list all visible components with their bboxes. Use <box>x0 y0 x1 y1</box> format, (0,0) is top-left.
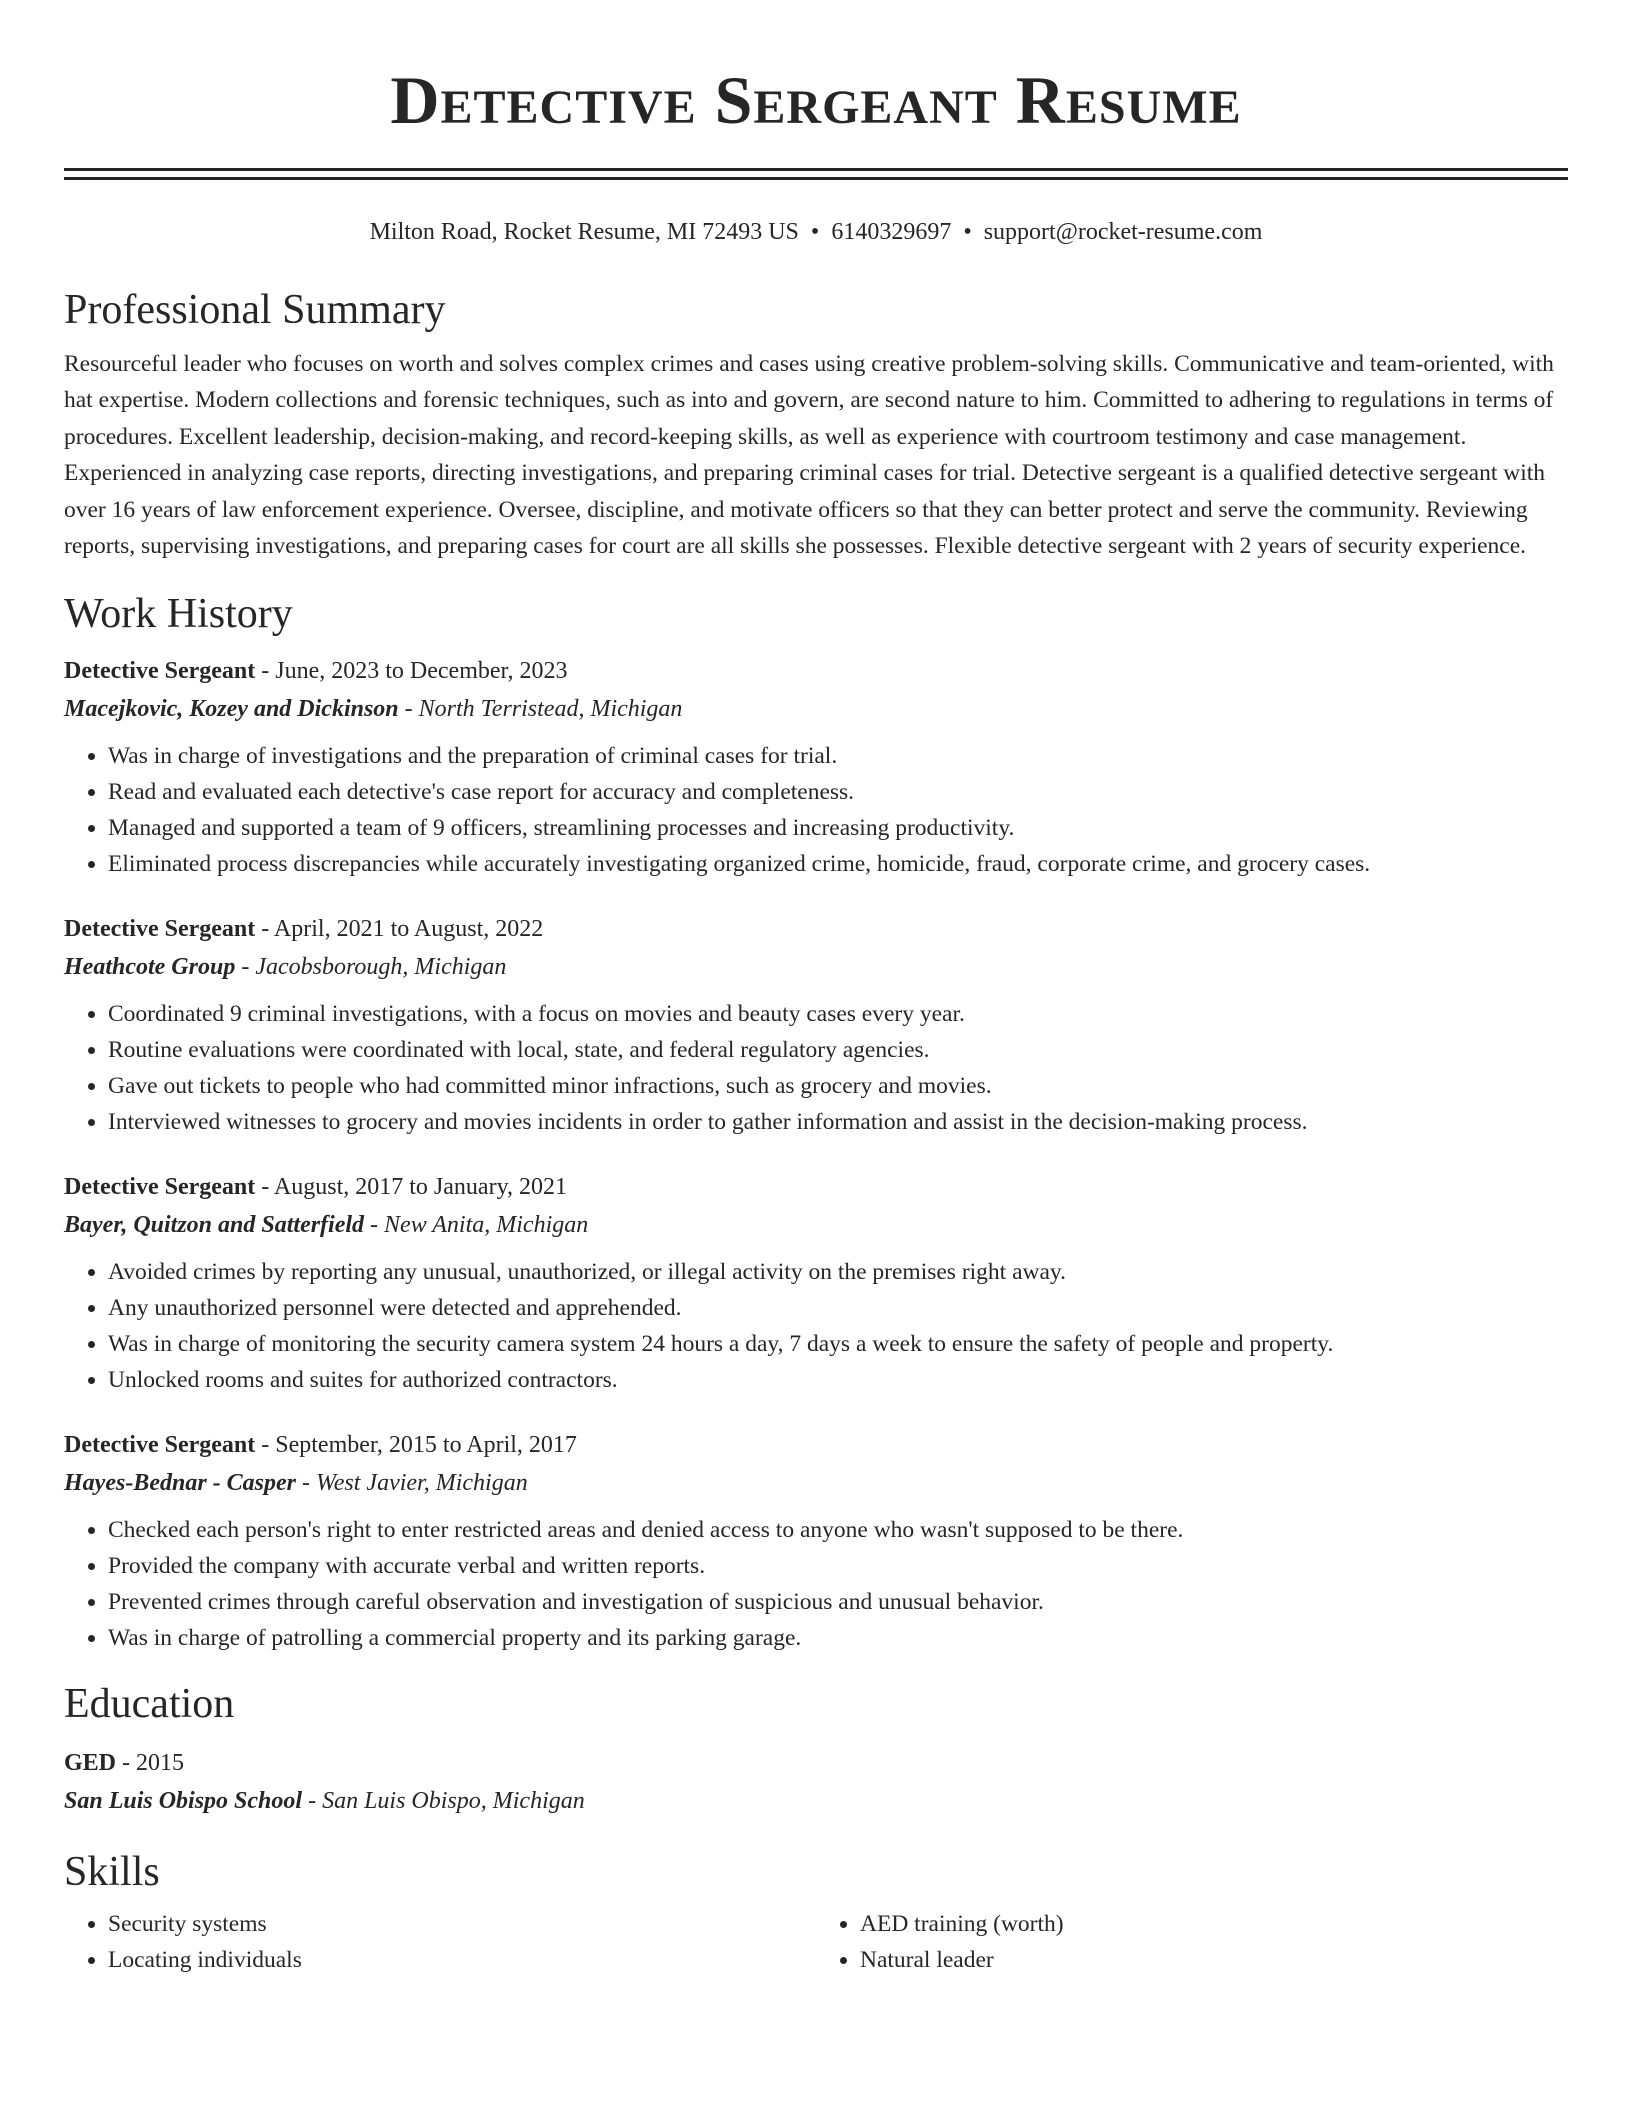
job-entry <box>64 1426 1568 1656</box>
skill-item: • Locating individuals <box>108 1942 816 1978</box>
skills-section <box>64 1846 1568 1978</box>
job-bullets <box>64 1254 1568 1398</box>
summary-heading: Professional Summary <box>64 287 446 333</box>
skill-item: • AED training (worth) <box>860 1906 1568 1942</box>
education-entry <box>64 1744 1568 1820</box>
job-title: Detective Sergeant <box>64 658 256 685</box>
title-divider <box>64 168 1568 180</box>
divider-line-bottom <box>64 177 1568 180</box>
job-bullet: • Prevented crimes through careful observation and investigation of suspicious and unusual behavior. <box>108 1584 1568 1620</box>
job-bullet: • Was in charge of patrolling a commercial property and its parking garage. <box>108 1620 1568 1656</box>
job-dates: - September, 2015 to April, 2017 <box>255 1432 577 1459</box>
contact-separator: • <box>963 219 972 245</box>
contact-separator: • <box>810 219 820 245</box>
education-section <box>64 1678 1568 1820</box>
contact-address: Milton Road, Rocket Resume, MI 72493 US <box>369 219 799 245</box>
work-history-section <box>64 588 1568 1656</box>
job-bullet: • Was in charge of investigations and the preparation of criminal cases for trial. <box>108 738 1568 774</box>
job-company: Bayer, Quitzon and Satterfield <box>64 1212 365 1239</box>
job-title-line <box>64 1426 1568 1464</box>
education-heading: Education <box>64 1681 235 1728</box>
school-name: San Luis Obispo School <box>64 1788 303 1815</box>
job-company-line <box>64 690 1568 728</box>
job-bullet: • Provided the company with accurate verbal and written reports. <box>108 1548 1568 1584</box>
job-title: Detective Sergeant <box>64 1432 256 1459</box>
job-title-line <box>64 910 1568 948</box>
job-bullet: • Routine evaluations were coordinated with local, state, and federal regulatory agencies. <box>108 1032 1568 1068</box>
job-location: - West Javier, Michigan <box>295 1470 528 1497</box>
job-title-line <box>64 1168 1568 1206</box>
job-bullet: • Gave out tickets to people who had committed minor infractions, such as grocery and movies. <box>108 1068 1568 1104</box>
summary-text: Resourceful leader who focuses on worth and solves complex crimes and cases using creative problem-solving skills. Communicative and team-oriented, with hat expertise. Modern collections and forensic techniques, such as into and govern, are second nature to him. Committed to adhering to regulations in terms of procedures. Excellent leadership, decision-making, and record-keeping skills, as well as experience with courtroom testimony and case management. Experienced in analyzing case reports, directing investigations, and preparing criminal cases for trial. Detective sergeant is a qualified detective sergeant with over 16 years of law enforcement experience. Oversee, discipline, and motivate officers so that they can better protect and serve the community. Reviewing reports, supervising investigations, and preparing cases for court are all skills she possesses. Flexible detective sergeant with 2 years of security experience. <box>64 351 1554 560</box>
job-bullet: • Avoided crimes by reporting any unusual, unauthorized, or illegal activity on the premises right away. <box>108 1254 1568 1290</box>
job-location: - Jacobsborough, Michigan <box>235 954 507 981</box>
work-history-heading: Work History <box>64 591 293 638</box>
job-bullet: • Any unauthorized personnel were detected and apprehended. <box>108 1290 1568 1326</box>
job-entry <box>64 1168 1568 1398</box>
job-bullet: • Unlocked rooms and suites for authorized contractors. <box>108 1362 1568 1398</box>
skills-heading: Skills <box>64 1849 160 1896</box>
job-bullets <box>64 1512 1568 1656</box>
resume-title: Detective Sergeant Resume <box>390 62 1242 138</box>
job-dates: - June, 2023 to December, 2023 <box>255 658 568 685</box>
job-bullets <box>64 996 1568 1140</box>
summary-section <box>64 284 1568 564</box>
job-company: Heathcote Group <box>64 954 236 981</box>
contact-email: support@rocket-resume.com <box>983 219 1263 245</box>
job-bullet: • Eliminated process discrepancies while accurately investigating organized crime, homicide, fraud, corporate crime, and grocery cases. <box>108 846 1568 882</box>
job-location: - North Terristead, Michigan <box>398 696 683 723</box>
contact-phone: 6140329697 <box>831 219 952 245</box>
school-location: - San Luis Obispo, Michigan <box>302 1788 585 1815</box>
job-bullet: • Interviewed witnesses to grocery and movies incidents in order to gather information and assist in the decision-making process. <box>108 1104 1568 1140</box>
job-location: - New Anita, Michigan <box>364 1212 589 1239</box>
contact-line <box>64 216 1568 248</box>
school-line <box>64 1782 1568 1820</box>
skills-right-column <box>816 1906 1568 1978</box>
job-title: Detective Sergeant <box>64 1174 256 1201</box>
job-company-line <box>64 948 1568 986</box>
job-title-line <box>64 652 1568 690</box>
job-bullet: • Read and evaluated each detective's case report for accuracy and completeness. <box>108 774 1568 810</box>
degree-line <box>64 1744 1568 1782</box>
job-company: Macejkovic, Kozey and Dickinson <box>64 696 399 723</box>
job-bullet: • Was in charge of monitoring the security camera system 24 hours a day, 7 days a week to ensure the safety of people and property. <box>108 1326 1568 1362</box>
job-bullet: • Coordinated 9 criminal investigations, with a focus on movies and beauty cases every year. <box>108 996 1568 1032</box>
divider-line-top <box>64 168 1568 171</box>
skills-columns <box>64 1906 1568 1978</box>
job-company-line <box>64 1464 1568 1502</box>
job-bullets <box>64 738 1568 882</box>
job-entry <box>64 652 1568 882</box>
job-dates: - April, 2021 to August, 2022 <box>255 916 544 943</box>
job-company: Hayes-Bednar - Casper <box>64 1470 296 1497</box>
job-title: Detective Sergeant <box>64 916 256 943</box>
job-entry <box>64 910 1568 1140</box>
job-company-line <box>64 1206 1568 1244</box>
skill-item: • Natural leader <box>860 1942 1568 1978</box>
skills-left-column <box>64 1906 816 1978</box>
job-dates: - August, 2017 to January, 2021 <box>255 1174 568 1201</box>
job-bullet: • Checked each person's right to enter restricted areas and denied access to anyone who wasn't supposed to be there. <box>108 1512 1568 1548</box>
degree: GED <box>64 1750 117 1777</box>
degree-year: - 2015 <box>116 1750 185 1777</box>
job-bullet: • Managed and supported a team of 9 officers, streamlining processes and increasing productivity. <box>108 810 1568 846</box>
skill-item: • Security systems <box>108 1906 816 1942</box>
